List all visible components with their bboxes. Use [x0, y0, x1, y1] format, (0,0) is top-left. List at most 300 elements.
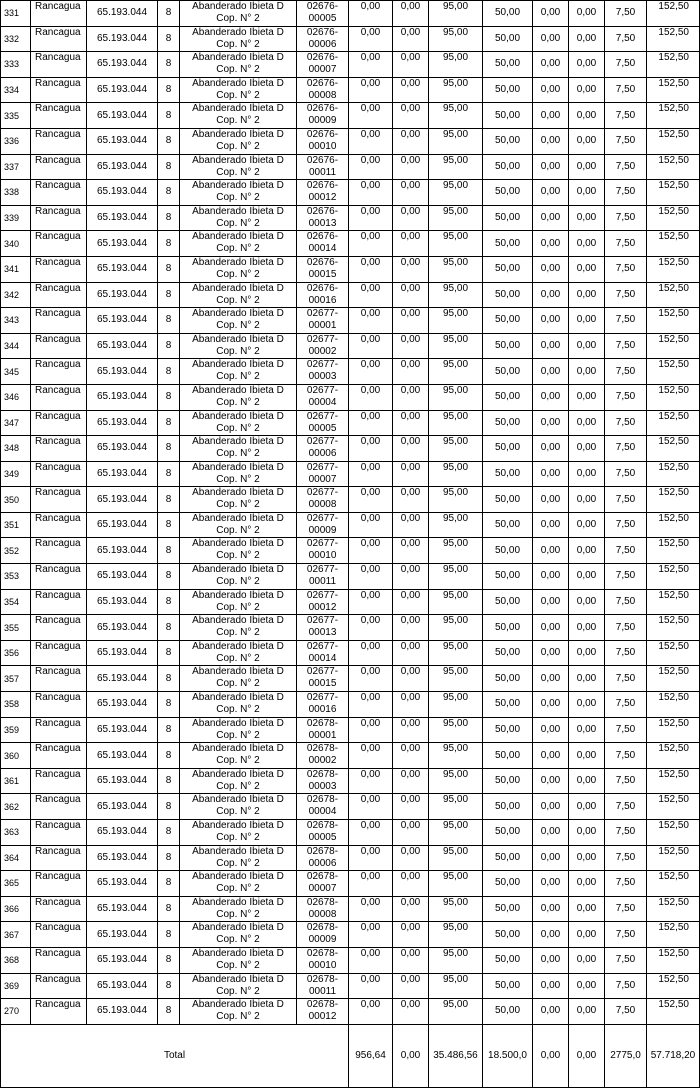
value-6-cell: 0,00: [569, 589, 605, 615]
total-label: Total: [1, 1024, 349, 1087]
value-2-cell: 0,00: [393, 922, 429, 948]
value-4-cell: 50,00: [483, 820, 533, 846]
city-cell: Rancagua: [31, 512, 87, 538]
rut-cell: 65.193.044: [87, 410, 158, 436]
table-row: [1, 794, 700, 820]
value-2-cell: 0,00: [393, 768, 429, 794]
description-cell: Abanderado Ibieta D Cop. N° 2: [180, 410, 297, 436]
rut-cell: 65.193.044: [87, 794, 158, 820]
table-row: [1, 973, 700, 999]
value-4-cell: 50,00: [483, 794, 533, 820]
value-5-cell: 0,00: [533, 333, 569, 359]
table-row: [1, 871, 700, 897]
total-value-4-cell: 18.500,0: [483, 1024, 533, 1087]
code-cell: 02677-00002: [297, 333, 349, 359]
description-cell: Abanderado Ibieta D Cop. N° 2: [180, 77, 297, 103]
value-4-cell: 50,00: [483, 743, 533, 769]
table-row: [1, 26, 700, 52]
value-8-cell: 152,50: [647, 359, 700, 385]
code-cell: 02678-00001: [297, 717, 349, 743]
value-6-cell: 0,00: [569, 973, 605, 999]
value-3-cell: 95,00: [429, 333, 483, 359]
value-8-cell: 152,50: [647, 845, 700, 871]
value-2-cell: 0,00: [393, 308, 429, 334]
value-6-cell: 0,00: [569, 564, 605, 590]
description-cell: Abanderado Ibieta D Cop. N° 2: [180, 794, 297, 820]
rut-cell: 65.193.044: [87, 282, 158, 308]
category-cell: 8: [158, 282, 180, 308]
value-4-cell: 50,00: [483, 589, 533, 615]
value-5-cell: 0,00: [533, 256, 569, 282]
row-number-cell: 357: [1, 666, 31, 692]
value-7-cell: 7,50: [605, 896, 647, 922]
city-cell: Rancagua: [31, 1, 87, 27]
row-number-cell: 356: [1, 640, 31, 666]
value-6-cell: 0,00: [569, 128, 605, 154]
code-cell: 02676-00008: [297, 77, 349, 103]
rut-cell: 65.193.044: [87, 896, 158, 922]
value-3-cell: 95,00: [429, 896, 483, 922]
value-8-cell: 152,50: [647, 231, 700, 257]
value-1-cell: 0,00: [349, 666, 393, 692]
code-cell: 02676-00012: [297, 180, 349, 206]
value-8-cell: 152,50: [647, 52, 700, 78]
value-2-cell: 0,00: [393, 410, 429, 436]
value-7-cell: 7,50: [605, 461, 647, 487]
value-3-cell: 95,00: [429, 871, 483, 897]
value-4-cell: 50,00: [483, 768, 533, 794]
description-cell: Abanderado Ibieta D Cop. N° 2: [180, 871, 297, 897]
value-2-cell: 0,00: [393, 487, 429, 513]
row-number-cell: 359: [1, 717, 31, 743]
value-3-cell: 95,00: [429, 487, 483, 513]
value-8-cell: 152,50: [647, 180, 700, 206]
value-7-cell: 7,50: [605, 973, 647, 999]
rut-cell: 65.193.044: [87, 487, 158, 513]
value-4-cell: 50,00: [483, 487, 533, 513]
city-cell: Rancagua: [31, 615, 87, 641]
value-8-cell: 152,50: [647, 640, 700, 666]
value-4-cell: 50,00: [483, 77, 533, 103]
value-5-cell: 0,00: [533, 1, 569, 27]
rut-cell: 65.193.044: [87, 717, 158, 743]
row-number-cell: 366: [1, 896, 31, 922]
rut-cell: 65.193.044: [87, 666, 158, 692]
value-7-cell: 7,50: [605, 205, 647, 231]
value-6-cell: 0,00: [569, 26, 605, 52]
city-cell: Rancagua: [31, 743, 87, 769]
value-3-cell: 95,00: [429, 154, 483, 180]
value-7-cell: 7,50: [605, 256, 647, 282]
value-5-cell: 0,00: [533, 999, 569, 1025]
row-number-cell: 353: [1, 564, 31, 590]
value-8-cell: 152,50: [647, 692, 700, 718]
table-row: [1, 717, 700, 743]
category-cell: 8: [158, 794, 180, 820]
value-1-cell: 0,00: [349, 538, 393, 564]
row-number-cell: 349: [1, 461, 31, 487]
value-2-cell: 0,00: [393, 794, 429, 820]
rut-cell: 65.193.044: [87, 538, 158, 564]
city-cell: Rancagua: [31, 410, 87, 436]
value-4-cell: 50,00: [483, 615, 533, 641]
value-8-cell: 152,50: [647, 128, 700, 154]
value-6-cell: 0,00: [569, 77, 605, 103]
value-2-cell: 0,00: [393, 973, 429, 999]
code-cell: 02677-00003: [297, 359, 349, 385]
value-8-cell: 152,50: [647, 282, 700, 308]
description-cell: Abanderado Ibieta D Cop. N° 2: [180, 128, 297, 154]
category-cell: 8: [158, 743, 180, 769]
total-row: [1, 1024, 700, 1087]
value-5-cell: 0,00: [533, 589, 569, 615]
value-8-cell: 152,50: [647, 947, 700, 973]
row-number-cell: 360: [1, 743, 31, 769]
description-cell: Abanderado Ibieta D Cop. N° 2: [180, 180, 297, 206]
value-7-cell: 7,50: [605, 692, 647, 718]
table-row: [1, 947, 700, 973]
description-cell: Abanderado Ibieta D Cop. N° 2: [180, 564, 297, 590]
category-cell: 8: [158, 103, 180, 129]
value-4-cell: 50,00: [483, 640, 533, 666]
value-2-cell: 0,00: [393, 436, 429, 462]
value-2-cell: 0,00: [393, 359, 429, 385]
description-cell: Abanderado Ibieta D Cop. N° 2: [180, 26, 297, 52]
value-6-cell: 0,00: [569, 410, 605, 436]
rut-cell: 65.193.044: [87, 768, 158, 794]
value-6-cell: 0,00: [569, 487, 605, 513]
value-8-cell: 152,50: [647, 564, 700, 590]
value-1-cell: 0,00: [349, 947, 393, 973]
value-4-cell: 50,00: [483, 896, 533, 922]
value-6-cell: 0,00: [569, 947, 605, 973]
value-8-cell: 152,50: [647, 103, 700, 129]
category-cell: 8: [158, 487, 180, 513]
value-2-cell: 0,00: [393, 103, 429, 129]
value-1-cell: 0,00: [349, 128, 393, 154]
value-8-cell: 152,50: [647, 333, 700, 359]
value-5-cell: 0,00: [533, 743, 569, 769]
value-6-cell: 0,00: [569, 871, 605, 897]
value-8-cell: 152,50: [647, 922, 700, 948]
value-6-cell: 0,00: [569, 717, 605, 743]
value-1-cell: 0,00: [349, 52, 393, 78]
table-row: [1, 640, 700, 666]
value-7-cell: 7,50: [605, 999, 647, 1025]
category-cell: 8: [158, 359, 180, 385]
value-7-cell: 7,50: [605, 615, 647, 641]
value-4-cell: 50,00: [483, 410, 533, 436]
value-6-cell: 0,00: [569, 794, 605, 820]
table-row: [1, 922, 700, 948]
value-3-cell: 95,00: [429, 205, 483, 231]
row-number-cell: 347: [1, 410, 31, 436]
city-cell: Rancagua: [31, 359, 87, 385]
value-7-cell: 7,50: [605, 308, 647, 334]
rut-cell: 65.193.044: [87, 922, 158, 948]
code-cell: 02677-00012: [297, 589, 349, 615]
rut-cell: 65.193.044: [87, 692, 158, 718]
value-4-cell: 50,00: [483, 282, 533, 308]
city-cell: Rancagua: [31, 947, 87, 973]
row-number-cell: 341: [1, 256, 31, 282]
value-3-cell: 95,00: [429, 973, 483, 999]
value-8-cell: 152,50: [647, 820, 700, 846]
value-3-cell: 95,00: [429, 128, 483, 154]
code-cell: 02677-00008: [297, 487, 349, 513]
rut-cell: 65.193.044: [87, 589, 158, 615]
city-cell: Rancagua: [31, 820, 87, 846]
value-5-cell: 0,00: [533, 154, 569, 180]
table-row: [1, 282, 700, 308]
description-cell: Abanderado Ibieta D Cop. N° 2: [180, 384, 297, 410]
value-7-cell: 7,50: [605, 794, 647, 820]
row-number-cell: 352: [1, 538, 31, 564]
value-7-cell: 7,50: [605, 845, 647, 871]
value-7-cell: 7,50: [605, 282, 647, 308]
value-4-cell: 50,00: [483, 461, 533, 487]
value-2-cell: 0,00: [393, 717, 429, 743]
value-8-cell: 152,50: [647, 384, 700, 410]
value-7-cell: 7,50: [605, 410, 647, 436]
rut-cell: 65.193.044: [87, 615, 158, 641]
row-number-cell: 354: [1, 589, 31, 615]
row-number-cell: 361: [1, 768, 31, 794]
table-row: [1, 256, 700, 282]
category-cell: 8: [158, 640, 180, 666]
city-cell: Rancagua: [31, 973, 87, 999]
value-5-cell: 0,00: [533, 205, 569, 231]
value-4-cell: 50,00: [483, 538, 533, 564]
category-cell: 8: [158, 180, 180, 206]
value-6-cell: 0,00: [569, 180, 605, 206]
description-cell: Abanderado Ibieta D Cop. N° 2: [180, 640, 297, 666]
category-cell: 8: [158, 947, 180, 973]
value-1-cell: 0,00: [349, 282, 393, 308]
value-4-cell: 50,00: [483, 333, 533, 359]
code-cell: 02676-00010: [297, 128, 349, 154]
value-5-cell: 0,00: [533, 461, 569, 487]
rut-cell: 65.193.044: [87, 743, 158, 769]
value-3-cell: 95,00: [429, 564, 483, 590]
rut-cell: 65.193.044: [87, 564, 158, 590]
category-cell: 8: [158, 692, 180, 718]
table-row: [1, 768, 700, 794]
value-8-cell: 152,50: [647, 461, 700, 487]
value-1-cell: 0,00: [349, 487, 393, 513]
value-3-cell: 95,00: [429, 999, 483, 1025]
value-6-cell: 0,00: [569, 461, 605, 487]
code-cell: 02678-00003: [297, 768, 349, 794]
value-7-cell: 7,50: [605, 103, 647, 129]
table-row: [1, 512, 700, 538]
value-1-cell: 0,00: [349, 26, 393, 52]
city-cell: Rancagua: [31, 384, 87, 410]
row-number-cell: 339: [1, 205, 31, 231]
value-8-cell: 152,50: [647, 999, 700, 1025]
city-cell: Rancagua: [31, 717, 87, 743]
row-number-cell: 334: [1, 77, 31, 103]
rut-cell: 65.193.044: [87, 52, 158, 78]
rut-cell: 65.193.044: [87, 512, 158, 538]
code-cell: 02677-00013: [297, 615, 349, 641]
value-2-cell: 0,00: [393, 845, 429, 871]
category-cell: 8: [158, 564, 180, 590]
value-3-cell: 95,00: [429, 1, 483, 27]
category-cell: 8: [158, 589, 180, 615]
description-cell: Abanderado Ibieta D Cop. N° 2: [180, 359, 297, 385]
value-7-cell: 7,50: [605, 487, 647, 513]
value-5-cell: 0,00: [533, 666, 569, 692]
category-cell: 8: [158, 871, 180, 897]
value-5-cell: 0,00: [533, 128, 569, 154]
code-cell: 02676-00013: [297, 205, 349, 231]
rut-cell: 65.193.044: [87, 461, 158, 487]
value-1-cell: 0,00: [349, 436, 393, 462]
description-cell: Abanderado Ibieta D Cop. N° 2: [180, 52, 297, 78]
value-4-cell: 50,00: [483, 205, 533, 231]
row-number-cell: 335: [1, 103, 31, 129]
table-row: [1, 52, 700, 78]
table-row: [1, 538, 700, 564]
value-2-cell: 0,00: [393, 999, 429, 1025]
value-2-cell: 0,00: [393, 231, 429, 257]
category-cell: 8: [158, 922, 180, 948]
value-5-cell: 0,00: [533, 794, 569, 820]
value-7-cell: 7,50: [605, 820, 647, 846]
value-2-cell: 0,00: [393, 615, 429, 641]
rut-cell: 65.193.044: [87, 180, 158, 206]
code-cell: 02676-00011: [297, 154, 349, 180]
description-cell: Abanderado Ibieta D Cop. N° 2: [180, 256, 297, 282]
value-3-cell: 95,00: [429, 947, 483, 973]
value-4-cell: 50,00: [483, 845, 533, 871]
value-1-cell: 0,00: [349, 922, 393, 948]
category-cell: 8: [158, 308, 180, 334]
value-6-cell: 0,00: [569, 512, 605, 538]
rut-cell: 65.193.044: [87, 1, 158, 27]
city-cell: Rancagua: [31, 564, 87, 590]
value-5-cell: 0,00: [533, 922, 569, 948]
table-row: [1, 845, 700, 871]
value-8-cell: 152,50: [647, 256, 700, 282]
value-6-cell: 0,00: [569, 640, 605, 666]
value-1-cell: 0,00: [349, 640, 393, 666]
value-5-cell: 0,00: [533, 973, 569, 999]
rut-cell: 65.193.044: [87, 26, 158, 52]
value-1-cell: 0,00: [349, 589, 393, 615]
value-8-cell: 152,50: [647, 436, 700, 462]
value-7-cell: 7,50: [605, 333, 647, 359]
value-5-cell: 0,00: [533, 384, 569, 410]
value-1-cell: 0,00: [349, 77, 393, 103]
row-number-cell: 344: [1, 333, 31, 359]
row-number-cell: 337: [1, 154, 31, 180]
city-cell: Rancagua: [31, 896, 87, 922]
value-5-cell: 0,00: [533, 820, 569, 846]
value-1-cell: 0,00: [349, 564, 393, 590]
value-3-cell: 95,00: [429, 308, 483, 334]
city-cell: Rancagua: [31, 180, 87, 206]
rut-cell: 65.193.044: [87, 845, 158, 871]
code-cell: 02676-00016: [297, 282, 349, 308]
value-6-cell: 0,00: [569, 538, 605, 564]
category-cell: 8: [158, 231, 180, 257]
value-7-cell: 7,50: [605, 589, 647, 615]
city-cell: Rancagua: [31, 922, 87, 948]
city-cell: Rancagua: [31, 256, 87, 282]
description-cell: Abanderado Ibieta D Cop. N° 2: [180, 768, 297, 794]
value-8-cell: 152,50: [647, 154, 700, 180]
table-row: [1, 436, 700, 462]
value-5-cell: 0,00: [533, 512, 569, 538]
category-cell: 8: [158, 410, 180, 436]
table-body: [1, 1, 700, 1088]
category-cell: 8: [158, 896, 180, 922]
code-cell: 02677-00004: [297, 384, 349, 410]
city-cell: Rancagua: [31, 154, 87, 180]
value-6-cell: 0,00: [569, 896, 605, 922]
value-7-cell: 7,50: [605, 922, 647, 948]
description-cell: Abanderado Ibieta D Cop. N° 2: [180, 538, 297, 564]
city-cell: Rancagua: [31, 999, 87, 1025]
rut-cell: 65.193.044: [87, 820, 158, 846]
value-4-cell: 50,00: [483, 973, 533, 999]
row-number-cell: 336: [1, 128, 31, 154]
code-cell: 02678-00011: [297, 973, 349, 999]
category-cell: 8: [158, 128, 180, 154]
rut-cell: 65.193.044: [87, 384, 158, 410]
value-7-cell: 7,50: [605, 717, 647, 743]
value-2-cell: 0,00: [393, 52, 429, 78]
rut-cell: 65.193.044: [87, 333, 158, 359]
rut-cell: 65.193.044: [87, 205, 158, 231]
rut-cell: 65.193.044: [87, 154, 158, 180]
code-cell: 02676-00009: [297, 103, 349, 129]
value-1-cell: 0,00: [349, 615, 393, 641]
value-3-cell: 95,00: [429, 282, 483, 308]
code-cell: 02676-00015: [297, 256, 349, 282]
value-1-cell: 0,00: [349, 205, 393, 231]
value-1-cell: 0,00: [349, 717, 393, 743]
rut-cell: 65.193.044: [87, 947, 158, 973]
table-row: [1, 666, 700, 692]
rut-cell: 65.193.044: [87, 77, 158, 103]
value-1-cell: 0,00: [349, 871, 393, 897]
value-4-cell: 50,00: [483, 871, 533, 897]
value-7-cell: 7,50: [605, 538, 647, 564]
city-cell: Rancagua: [31, 794, 87, 820]
value-6-cell: 0,00: [569, 231, 605, 257]
value-6-cell: 0,00: [569, 692, 605, 718]
row-number-cell: 343: [1, 308, 31, 334]
city-cell: Rancagua: [31, 487, 87, 513]
value-3-cell: 95,00: [429, 384, 483, 410]
description-cell: Abanderado Ibieta D Cop. N° 2: [180, 820, 297, 846]
table-row: [1, 820, 700, 846]
value-2-cell: 0,00: [393, 77, 429, 103]
value-8-cell: 152,50: [647, 871, 700, 897]
value-8-cell: 152,50: [647, 308, 700, 334]
value-8-cell: 152,50: [647, 615, 700, 641]
description-cell: Abanderado Ibieta D Cop. N° 2: [180, 231, 297, 257]
value-4-cell: 50,00: [483, 922, 533, 948]
value-1-cell: 0,00: [349, 794, 393, 820]
description-cell: Abanderado Ibieta D Cop. N° 2: [180, 615, 297, 641]
code-cell: 02677-00001: [297, 308, 349, 334]
row-number-cell: 358: [1, 692, 31, 718]
value-7-cell: 7,50: [605, 947, 647, 973]
